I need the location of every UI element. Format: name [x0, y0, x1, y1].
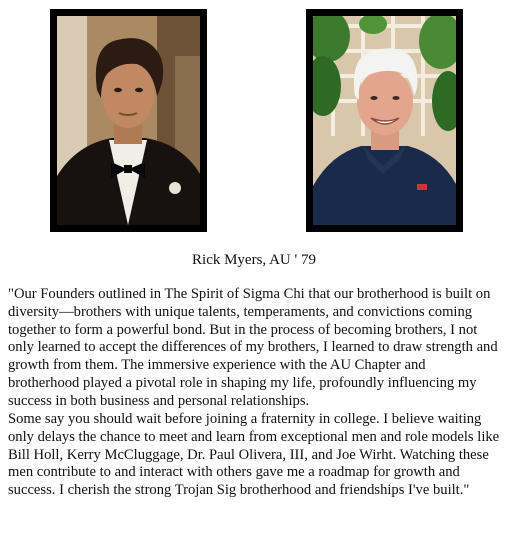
older-man-polo-photo: [306, 9, 463, 232]
photo-caption: Rick Myers, AU ' 79: [192, 252, 316, 268]
testimonial-paragraph-2: Some say you should wait before joining a fraternity in college. I believe waiting only delays the chance to meet and learn from exceptional men and role models like Bill Holl, Kerry McCluggage, Dr. Paul Olivera, III, and Joe Wirht. Watching these men contribute to and interact with others gave me a roadmap for growth and success. I cherish the strong Trojan Sig brotherhood and friendships I've built.": [8, 411, 500, 499]
testimonial-paragraph-1: "Our Founders outlined in The Spirit of Sigma Chi that our brotherhood is built on diversity—brothers with unique talents, temperaments, and convictions coming together to form a powerful bond. But in the process of becoming brothers, I not only learned to accept the differences of my brothers, I learned to draw strength and growth from them. The immersive experience with the AU Chapter and brotherhood played a pivotal role in shaping my life, profoundly influencing my success in both business and personal relationships.: [8, 286, 498, 409]
young-man-tuxedo-photo: [50, 9, 207, 232]
young-man-tuxedo-image: [57, 16, 200, 225]
older-man-polo-image: [313, 16, 456, 225]
